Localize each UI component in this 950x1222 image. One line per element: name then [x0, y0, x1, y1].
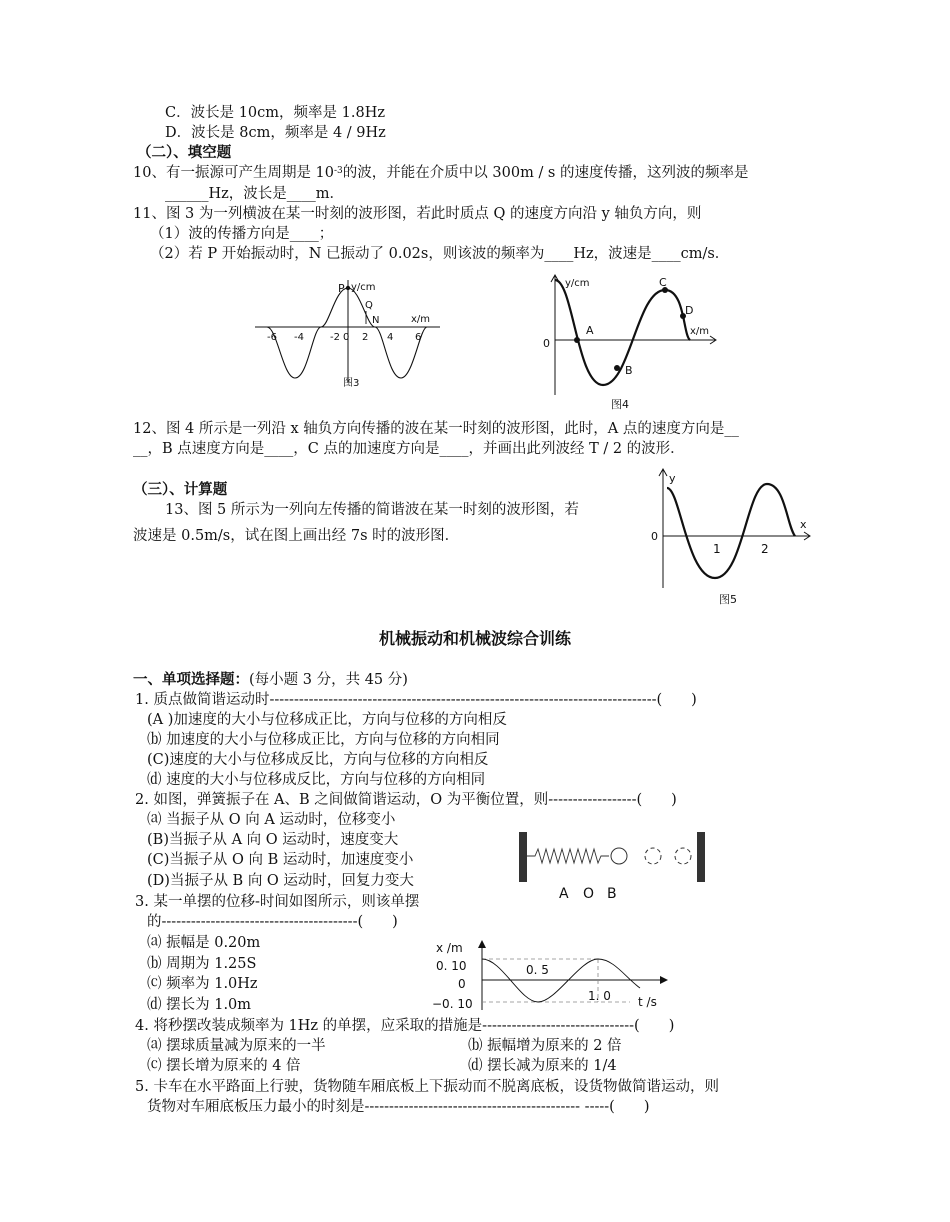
mq4-stem: 4. 将秒摆改装成频率为 1Hz 的单摆，应采取的措施是-------------------------------( ) — [135, 1018, 675, 1034]
fig3-label-n: N — [372, 315, 380, 326]
q11-line1: 11、图 3 为一列横波在某一时刻的波形图，若此时质点 Q 的速度方向沿 y 轴负方向，则 — [133, 206, 702, 222]
fig3-tick-neg4: -4 — [294, 332, 304, 343]
fig4-caption: 图4 — [611, 398, 629, 411]
spring-label-o: O — [583, 886, 595, 902]
mq3-option-a: ⒜ 振幅是 0.20m — [147, 935, 261, 951]
fig4-wave-curve — [555, 280, 690, 385]
mq1-stem: 1. 质点做简谐运动时-------------------------------------------------------------------------------( ) — [135, 692, 697, 708]
mq3-option-b: ⒝ 周期为 1.25S — [147, 956, 257, 972]
fig3-point-p — [346, 286, 350, 290]
spring — [527, 849, 609, 863]
section-fill-blank-heading: （二）、填空题 — [137, 145, 232, 161]
fig3-caption: 图3 — [343, 378, 360, 389]
mq1-option-b: ⒝ 加速度的大小与位移成正比，方向与位移的方向相同 — [147, 732, 500, 748]
fig4-point-a — [574, 337, 580, 343]
oscillator-ball-b — [645, 848, 661, 864]
xt-ylabel: x /m — [436, 941, 463, 955]
oscillator-ball-edge — [675, 848, 691, 864]
right-wall — [697, 832, 705, 882]
spring-oscillator-figure — [515, 828, 715, 903]
q10-text-a: 10、有一振源可产生周期是 10 — [133, 165, 335, 181]
figure-5-wave — [645, 466, 815, 616]
fig4-xlabel: x/m — [690, 326, 710, 337]
part1-heading-line — [133, 671, 408, 689]
mq2-option-b: (B)当振子从 A 向 O 运动时，速度变大 — [147, 832, 399, 848]
option-c-text: C．波长是 10cm，频率是 1.8Hz — [165, 105, 385, 121]
document-title: 机械振动和机械波综合训练 — [378, 629, 571, 648]
q11-line2: （1）波的传播方向是____； — [150, 226, 334, 242]
figure-3-wave — [255, 278, 445, 393]
mq2-option-d: (D)当振子从 B 向 O 运动时，回复力变大 — [147, 873, 414, 889]
fig4-label-d: D — [685, 304, 694, 317]
spring-label-b: B — [607, 886, 617, 902]
mq4-option-d: ⒟ 摆长减为原来的 1/4 — [468, 1058, 617, 1074]
xt-t-one: 1. 0 — [588, 989, 611, 1003]
mq2-option-a: ⒜ 当振子从 O 向 A 运动时，位移变小 — [147, 812, 396, 828]
pendulum-xt-graph — [430, 938, 680, 1014]
q12-line2: __，B 点速度方向是____，C 点的加速度方向是____，并画出此列波经 T / 2 的波形． — [133, 441, 685, 457]
spring-label-a: A — [559, 886, 569, 902]
xt-tlabel: t /s — [638, 995, 657, 1009]
fig4-label-a: A — [586, 324, 594, 337]
xt-t-half: 0. 5 — [526, 963, 549, 977]
fig5-origin: 0 — [651, 530, 658, 543]
fig3-tick-0: 0 — [343, 332, 350, 343]
xt-t-arrow — [660, 976, 668, 984]
mq4-option-c: ⒞ 摆长增为原来的 4 倍 — [147, 1058, 301, 1074]
q13-line1: 13、图 5 所示为一列向左传播的简谐波在某一时刻的波形图，若 — [165, 502, 579, 518]
q12-line1: 12、图 4 所示是一列沿 x 轴负方向传播的波在某一时刻的波形图，此时，A 点的速度方向是__ — [133, 421, 739, 437]
q10-text-b: 的波，并能在介质中以 300m / s 的速度传播，这列波的频率是 — [342, 165, 749, 181]
mq1-option-d: ⒟ 速度的大小与位移成反比，方向与位移的方向相同 — [147, 772, 486, 788]
mq5-line1: 5. 卡车在水平路面上行驶，货物随车厢底板上下振动而不脱离底板，设货物做简谐运动，则 — [135, 1079, 719, 1095]
mq3-option-d: ⒟ 摆长为 1.0m — [147, 997, 252, 1013]
xt-y-neg: −0. 10 — [432, 997, 473, 1011]
fig3-label-p: P — [338, 282, 345, 295]
q10-line1 — [133, 164, 748, 182]
fig4-point-b — [614, 365, 620, 371]
fig3-label-q: Q — [365, 300, 373, 311]
oscillator-ball-o — [611, 848, 627, 864]
left-wall — [519, 832, 527, 882]
fig3-tick-neg6: -6 — [267, 332, 277, 343]
section-calc-heading: （三）、计算题 — [133, 482, 228, 498]
q13-line2: 波速是 0.5m/s，试在图上画出经 7s 时的波形图． — [133, 528, 460, 544]
fig3-ylabel: y/cm — [351, 282, 376, 293]
fig4-ylabel: y/cm — [565, 278, 590, 289]
mq1-option-a: (A )加速度的大小与位移成正比，方向与位移的方向相反 — [147, 712, 507, 728]
mq2-option-c: (C)当振子从 O 向 B 运动时，加速度变小 — [147, 852, 414, 868]
fig5-wave-curve — [667, 484, 795, 578]
fig3-xlabel: x/m — [411, 314, 431, 325]
mq4-option-a: ⒜ 摆球质量减为原来的一半 — [147, 1038, 326, 1054]
fig3-tick-neg2: -2 — [330, 332, 340, 343]
xt-y-arrow — [478, 940, 486, 948]
fig5-ylabel: y — [669, 472, 676, 485]
fig4-label-b: B — [625, 364, 633, 377]
mq2-stem: 2. 如图，弹簧振子在 A、B 之间做简谐运动，O 为平衡位置，则------------------( ) — [135, 792, 677, 808]
q10-line2: ______Hz，波长是____m． — [165, 186, 345, 202]
mq1-option-c: (C)速度的大小与位移成反比，方向与位移的方向相反 — [147, 752, 489, 768]
mq3-stem-line2: 的----------------------------------------( ) — [147, 914, 398, 930]
fig4-label-c: C — [659, 276, 667, 289]
part1-heading: 一、单项选择题： — [133, 672, 249, 688]
fig5-xlabel: x — [800, 518, 807, 531]
q11-line3: （2）若 P 开始振动时，N 已振动了 0.02s，则该波的频率为____Hz，波速是____cm/s． — [150, 246, 730, 262]
fig3-tick-4: 4 — [387, 332, 394, 343]
xt-y-zero: 0 — [458, 977, 466, 991]
mq5-line2: 货物对车厢底板压力最小的时刻是-------------------------------------------- -----( ) — [147, 1099, 650, 1115]
fig5-tick-1: 1 — [713, 542, 721, 556]
fig5-caption: 图5 — [719, 593, 737, 606]
fig5-tick-2: 2 — [761, 542, 769, 556]
option-d-text: D．波长是 8cm，频率是 4 / 9Hz — [165, 125, 386, 141]
fig3-tick-2: 2 — [362, 332, 369, 343]
mq3-option-c: ⒞ 频率为 1.0Hz — [147, 976, 258, 992]
xt-y-pos: 0. 10 — [436, 959, 467, 973]
mq3-stem-line1: 3. 某一单摆的位移-时间如图所示，则该单摆 — [135, 894, 420, 910]
fig3-tick-6: 6 — [415, 332, 422, 343]
part1-note: (每小题 3 分，共 45 分) — [249, 672, 408, 688]
q10-superscript: -3 — [334, 166, 343, 176]
mq4-option-b: ⒝ 振幅增为原来的 2 倍 — [468, 1038, 622, 1054]
figure-4-wave — [535, 270, 720, 415]
fig4-origin: 0 — [543, 337, 550, 350]
